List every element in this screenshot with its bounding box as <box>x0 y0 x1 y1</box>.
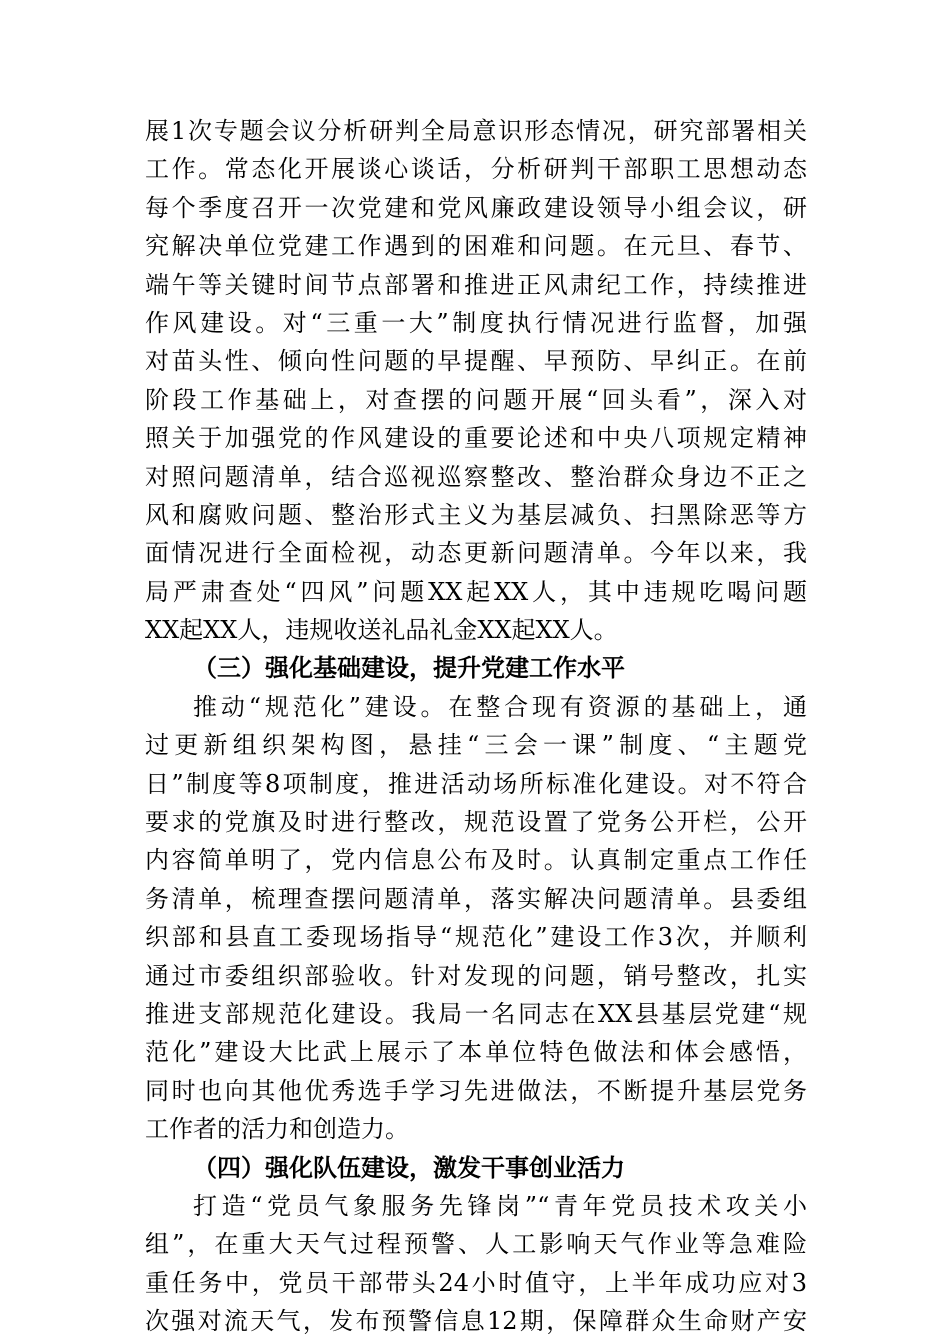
paragraph-line: 内容简单明了，党内信息公布及时。认真制定重点工作任 <box>145 846 807 875</box>
paragraph-line: 端午等关键时间节点部署和推进正风肃纪工作，持续推进 <box>145 270 807 299</box>
paragraph-line: 要求的党旗及时进行整改，规范设置了党务公开栏，公开 <box>145 808 807 837</box>
paragraph-line: 工作。常态化开展谈心谈话，分析研判干部职工思想动态 <box>145 155 807 184</box>
paragraph-last-line: 工作者的活力和创造力。 <box>145 1115 409 1144</box>
paragraph-line: 日”制度等8项制度，推进活动场所标准化建设。对不符合 <box>145 769 807 798</box>
paragraph-line: 展1次专题会议分析研判全局意识形态情况，研究部署相关 <box>145 117 807 145</box>
paragraph-line: 组”，在重大天气过程预警、人工影响天气作业等急难险 <box>145 1230 807 1259</box>
section-heading: （三）强化基础建设，提升党建工作水平 <box>193 653 625 683</box>
paragraph-line: 通过市委组织部验收。针对发现的问题，销号整改，扎实 <box>145 961 807 990</box>
paragraph-line: 次强对流天气，发布预警信息12期，保障群众生命财产安 <box>145 1307 807 1336</box>
paragraph-line: 风和腐败问题、整治形式主义为基层减负、扫黑除恶等方 <box>145 500 807 529</box>
paragraph-line: 务清单，梳理查摆问题清单，落实解决问题清单。县委组 <box>145 884 807 913</box>
paragraph-line: 对照问题清单，结合巡视巡察整改、整治群众身边不正之 <box>145 462 807 491</box>
paragraph-line: 同时也向其他优秀选手学习先进做法，不断提升基层党务 <box>145 1076 807 1105</box>
paragraph-line: 作风建设。对“三重一大”制度执行情况进行监督，加强 <box>145 308 807 337</box>
paragraph-line: 推进支部规范化建设。我局一名同志在XX县基层党建“规 <box>145 999 807 1028</box>
paragraph-line: 重任务中，党员干部带头24小时值守，上半年成功应对3 <box>145 1268 807 1297</box>
paragraph-line: 局严肃查处“四风”问题XX起XX人，其中违规吃喝问题 <box>145 577 807 606</box>
document-body <box>145 112 807 1341</box>
paragraph-line: 面情况进行全面检视，动态更新问题清单。今年以来，我 <box>145 539 807 568</box>
paragraph-line: 过更新组织架构图，悬挂“三会一课”制度、“主题党 <box>145 731 807 760</box>
section-heading: （四）强化队伍建设，激发干事创业活力 <box>193 1152 625 1182</box>
paragraph-line: 究解决单位党建工作遇到的困难和问题。在元旦、春节、 <box>145 232 807 261</box>
paragraph-line: 织部和县直工委现场指导“规范化”建设工作3次，并顺利 <box>145 923 807 952</box>
paragraph-line: 对苗头性、倾向性问题的早提醒、早预防、早纠正。在前 <box>145 347 807 376</box>
paragraph-first-line: 打造“党员气象服务先锋岗”“青年党员技术攻关小 <box>193 1191 807 1220</box>
paragraph-first-line: 推动“规范化”建设。在整合现有资源的基础上，通 <box>193 692 807 721</box>
paragraph-line: 阶段工作基础上，对查摆的问题开展“回头看”，深入对 <box>145 385 807 414</box>
paragraph-last-line: XX起XX人，违规收送礼品礼金XX起XX人。 <box>145 616 618 645</box>
paragraph-line: 范化”建设大比武上展示了本单位特色做法和体会感悟， <box>145 1038 807 1067</box>
paragraph-line: 每个季度召开一次党建和党风廉政建设领导小组会议，研 <box>145 193 807 222</box>
paragraph-line: 照关于加强党的作风建设的重要论述和中央八项规定精神 <box>145 424 807 453</box>
